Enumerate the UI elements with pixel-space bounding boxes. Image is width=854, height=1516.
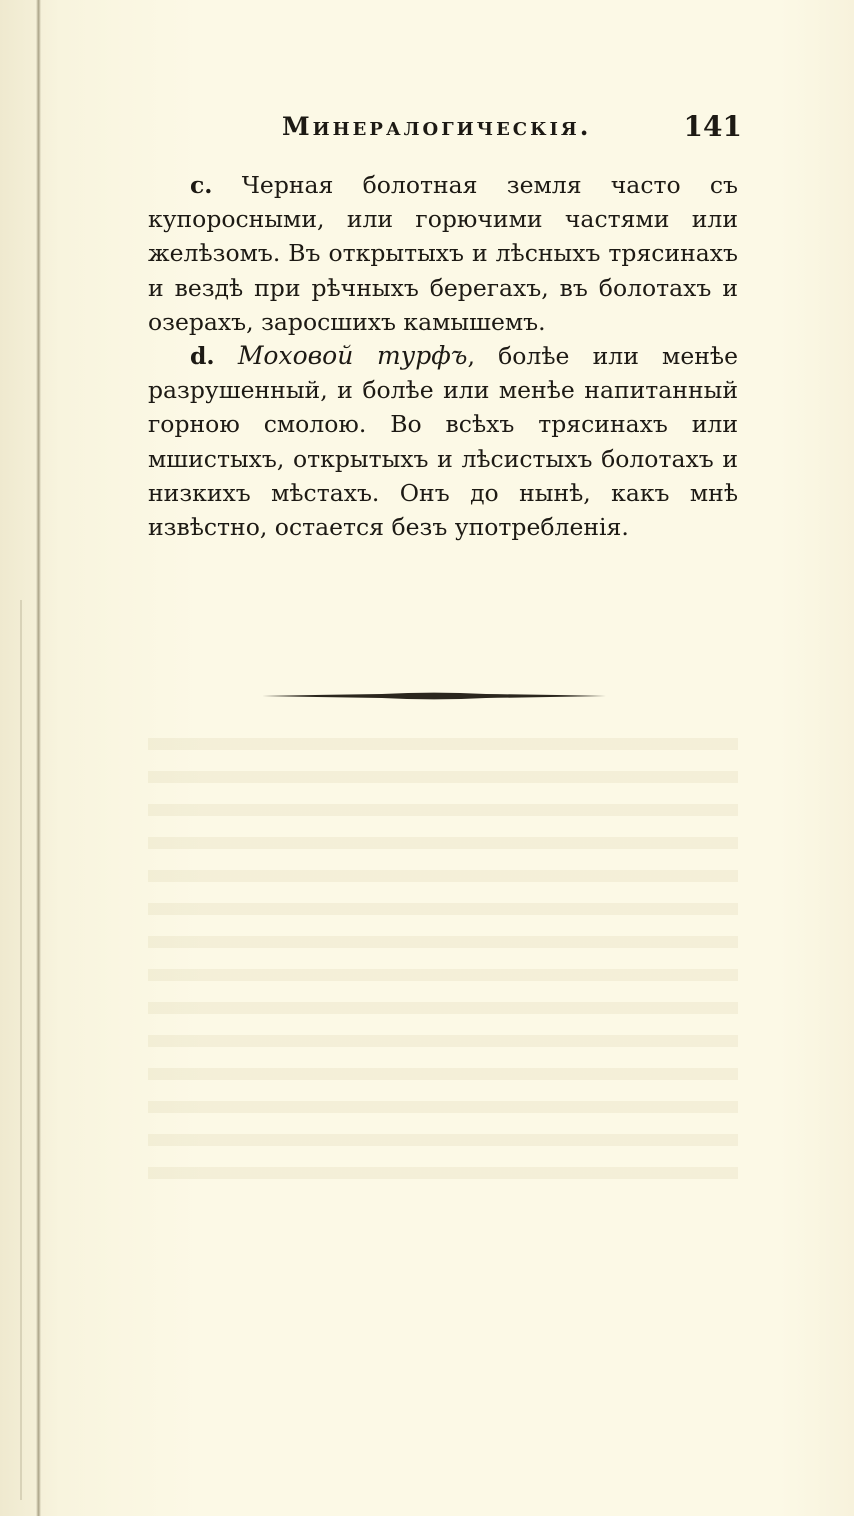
paragraph-c xyxy=(148,168,738,339)
paragraph-text: , болѣе или менѣе разрушенный, и болѣе или менѣе напитанный горною смолою. Во всѣхъ трясинахъ или мшистыхъ, открытыхъ и лѣсистыхъ болотахъ и низкихъ мѣстахъ. Онъ до нынѣ, какъ мнѣ извѣстно, остается безъ употребленія. xyxy=(148,342,738,542)
section-end-rule xyxy=(262,688,606,704)
paragraph-text: Черная болотная земля часто съ купоросными, или горючими частями или желѣзомъ. Въ открытыхъ и лѣсныхъ трясинахъ и вездѣ при рѣчныхъ берегахъ, въ болотахъ и озерахъ, заросшихъ камышемъ. xyxy=(148,171,738,336)
page-header xyxy=(282,112,742,152)
show-through-text xyxy=(148,720,738,1180)
body-text xyxy=(148,168,738,544)
page-number: 141 xyxy=(683,110,742,143)
item-title: Моховой турфъ xyxy=(237,341,468,371)
item-letter: d. xyxy=(190,342,215,371)
running-title: Минералогическія. xyxy=(282,112,592,141)
item-letter: c. xyxy=(190,171,213,199)
binding-edge xyxy=(36,0,41,1516)
paragraph-d xyxy=(148,339,738,544)
binding-shadow xyxy=(20,600,22,1500)
